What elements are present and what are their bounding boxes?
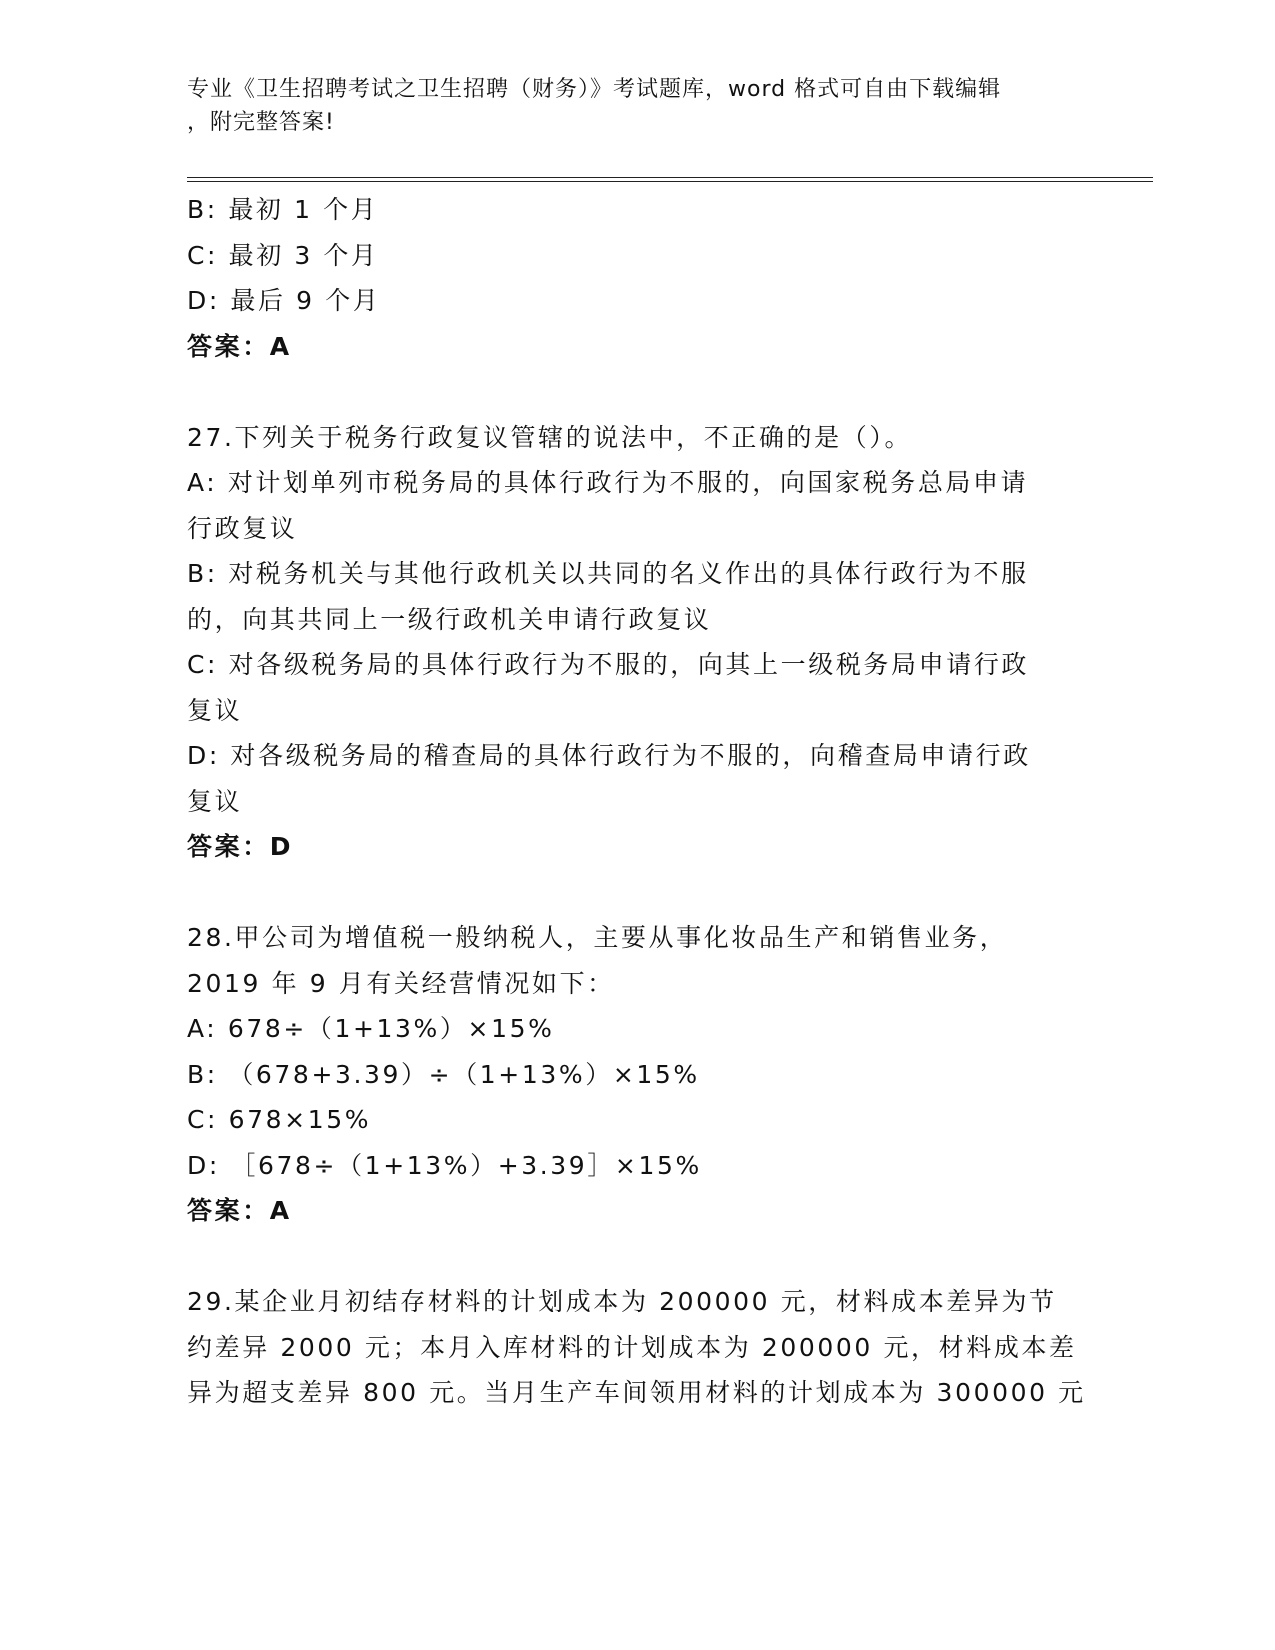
q26-option-c: C: 最初 3 个月	[187, 240, 379, 270]
q27-option-a-cont: 行政复议	[187, 513, 298, 543]
q28-stem: 28.甲公司为增值税一般纳税人，主要从事化妆品生产和销售业务，	[187, 923, 1008, 952]
q27-option-c-cont: 复议	[187, 695, 243, 725]
q27-option-b-cont: 的，向其共同上一级行政机关申请行政复议	[187, 604, 712, 634]
q26-option-b: B: 最初 1 个月	[187, 195, 379, 224]
header-line-1: 专业《卫生招聘考试之卫生招聘（财务）》考试题库，word 格式可自由下载编辑	[187, 77, 1002, 102]
header-divider-top	[187, 177, 1153, 178]
q27-answer: 答案：D	[187, 832, 294, 861]
q28-stem-cont: 2019 年 9 月有关经营情况如下：	[187, 968, 615, 998]
q28-option-a: A: 678÷（1+13%）×15%	[187, 1014, 555, 1043]
spacer	[187, 1234, 1087, 1280]
q27-option-a: A: 对计划单列市税务局的具体行政行为不服的，向国家税务总局申请	[187, 468, 1029, 497]
q28-answer: 答案：A	[187, 1196, 292, 1225]
header-line-2: ，附完整答案!	[187, 110, 335, 135]
question-26-fragment	[187, 187, 1087, 369]
question-28	[187, 915, 1087, 1234]
question-27	[187, 415, 1087, 870]
q27-stem: 27.下列关于税务行政复议管辖的说法中，不正确的是（）。	[187, 422, 913, 452]
q29-stem-cont-2: 异为超支差异 800 元。当月生产车间领用材料的计划成本为 300000 元	[187, 1378, 1086, 1407]
spacer	[187, 369, 1087, 415]
q27-option-c: C: 对各级税务局的具体行政行为不服的，向其上一级税务局申请行政	[187, 650, 1030, 679]
spacer	[187, 870, 1087, 916]
header-divider-bottom	[187, 181, 1153, 182]
q29-stem-cont-1: 约差异 2000 元；本月入库材料的计划成本为 200000 元，材料成本差	[187, 1332, 1077, 1362]
q27-option-d: D: 对各级税务局的稽查局的具体行政行为不服的，向稽查局申请行政	[187, 741, 1031, 770]
q28-option-c: C: 678×15%	[187, 1105, 372, 1134]
q28-option-d: D: ［678÷（1+13%）+3.39］×15%	[187, 1150, 702, 1180]
question-content	[187, 187, 1087, 1416]
question-29	[187, 1279, 1087, 1416]
q28-option-b: B: （678+3.39）÷（1+13%）×15%	[187, 1059, 700, 1089]
q27-option-b: B: 对税务机关与其他行政机关以共同的名义作出的具体行政行为不服	[187, 559, 1029, 588]
q26-answer: 答案：A	[187, 331, 292, 361]
q27-option-d-cont: 复议	[187, 786, 243, 816]
q26-option-d: D: 最后 9 个月	[187, 286, 381, 315]
page-header	[187, 73, 1067, 139]
q29-stem: 29.某企业月初结存材料的计划成本为 200000 元，材料成本差异为节	[187, 1287, 1057, 1316]
